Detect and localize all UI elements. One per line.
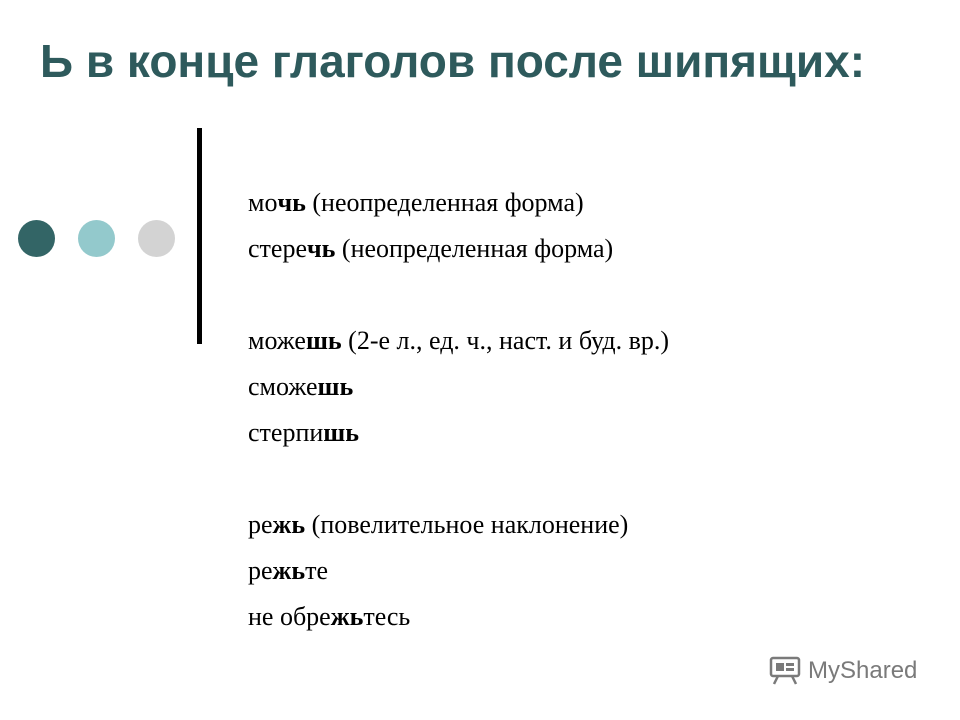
watermark xyxy=(768,656,917,686)
group-spacer xyxy=(248,456,669,502)
example-line: не обрежьтесь xyxy=(248,602,411,631)
vertical-divider xyxy=(197,128,202,344)
dot-light-gray xyxy=(138,220,175,257)
example-line: мочь (неопределенная форма) xyxy=(248,188,584,217)
slide-title: Ь в конце глаголов после шипящих: xyxy=(40,35,866,87)
dot-light-teal xyxy=(78,220,115,257)
watermark-text: MyShared xyxy=(808,657,918,684)
dot-dark-teal xyxy=(18,220,55,257)
example-line: стеречь (неопределенная форма) xyxy=(248,234,614,263)
example-line: режьте xyxy=(248,556,329,585)
group-spacer xyxy=(248,272,669,318)
example-line: режь (повелительное наклонение) xyxy=(248,510,629,539)
example-line: можешь (2-е л., ед. ч., наст. и буд. вр.) xyxy=(248,326,670,355)
examples-list xyxy=(248,180,669,640)
presentation-board-icon xyxy=(768,656,802,686)
example-line: сможешь xyxy=(248,372,354,401)
example-line: стерпишь xyxy=(248,418,359,447)
